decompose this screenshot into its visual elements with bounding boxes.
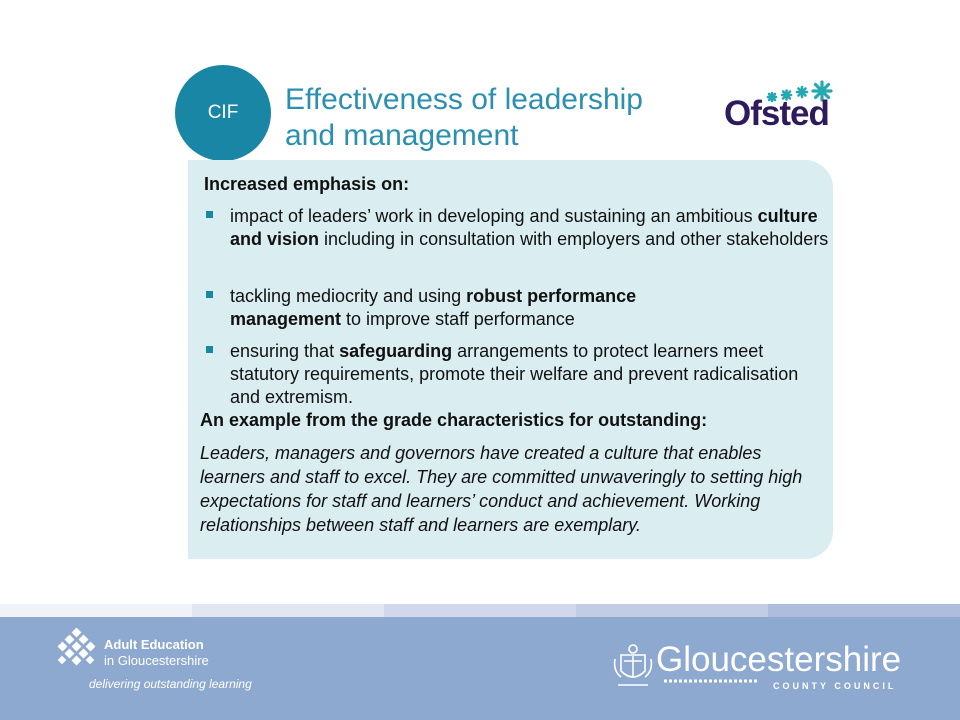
adult-education-logo-icon — [54, 628, 99, 673]
bullet-square-icon — [206, 211, 213, 218]
example-quote: Leaders, managers and governors have created a culture that enables learners and staff to excel. They are committed unwaveringly to setting high expectations for staff and learners’ conduct and achievement. Working relationships between staff and learners are exemplary. — [200, 443, 803, 535]
ae-tagline: delivering outstanding learning — [89, 677, 252, 691]
council-crest-icon — [612, 641, 654, 689]
ae-name-line1: Adult Education — [104, 637, 204, 652]
stripe-segment — [192, 604, 384, 617]
footer-stripe — [0, 604, 960, 617]
bullet-square-icon — [206, 291, 213, 298]
stripe-segment — [0, 604, 192, 617]
council-dotted-rule — [664, 678, 759, 684]
bullet-square-icon — [206, 346, 213, 353]
bullet-text: ensuring that safeguarding arrangements to protect learners meet statutory requirements, promote their welfare and prevent radicalisation and extremism. — [230, 341, 799, 407]
emphasis-heading: Increased emphasis on: — [204, 174, 410, 194]
cif-badge-label: CIF — [207, 102, 239, 123]
bullet-text: impact of leaders’ work in developing and sustaining an ambitious culture and vision including in consultation with employers and other stakeholders — [230, 206, 829, 249]
stripe-segment — [576, 604, 768, 617]
adult-education-name — [104, 637, 209, 669]
content-panel — [188, 160, 833, 559]
bullet-emphasis: safeguarding — [339, 341, 453, 361]
council-wordmark: Gloucestershire — [656, 640, 902, 679]
stripe-segment — [768, 604, 960, 617]
council-subtitle: COUNTY COUNCIL — [773, 681, 897, 691]
bullet-emphasis: robust performance management — [230, 286, 637, 329]
bullet-text: tackling mediocrity and using robust performance management to improve staff performance — [230, 286, 637, 329]
example-heading: An example from the grade characteristics for outstanding: — [200, 410, 708, 430]
slide-title-line2: and management — [285, 119, 519, 152]
ofsted-logo — [724, 80, 836, 136]
slide-title-line1: Effectiveness of leadership — [285, 83, 643, 116]
ofsted-wordmark: Ofsted — [724, 94, 829, 133]
cif-badge — [175, 65, 271, 161]
slide-title — [285, 82, 643, 154]
bullet-emphasis: culture and vision — [230, 206, 818, 249]
stripe-segment — [384, 604, 576, 617]
ae-name-line2: in Gloucestershire — [104, 653, 209, 668]
